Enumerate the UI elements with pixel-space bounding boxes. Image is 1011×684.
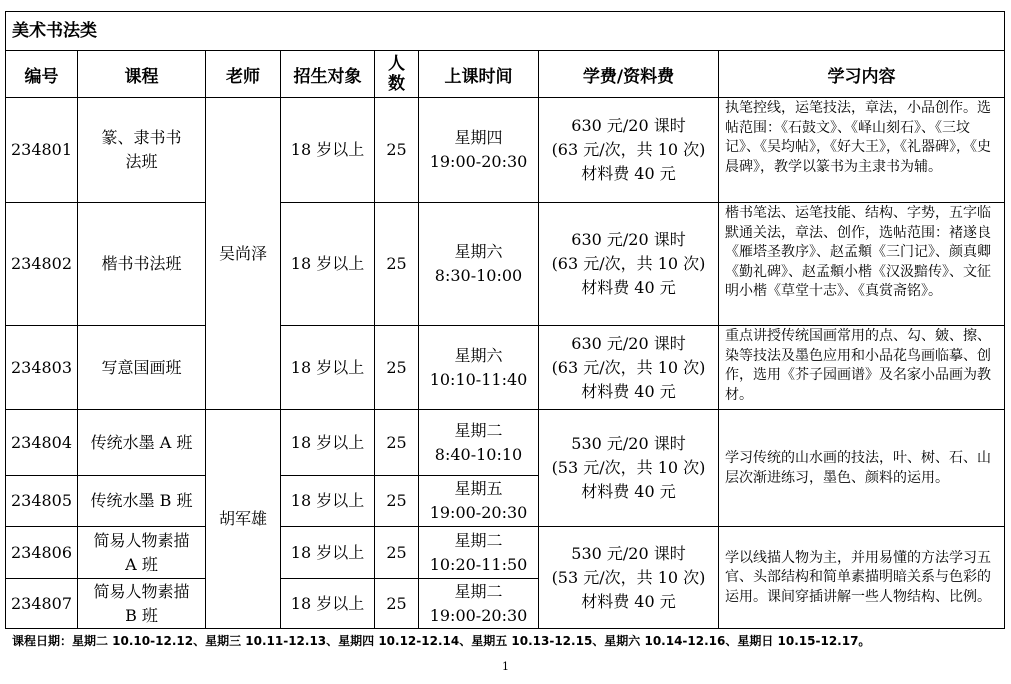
enrollment-count: 25 — [375, 527, 419, 579]
target-group: 18 岁以上 — [281, 410, 375, 476]
enrollment-count: 25 — [375, 203, 419, 326]
teacher-name: 胡军雄 — [206, 410, 281, 629]
tuition: 530 元/20 课时 — [571, 543, 686, 563]
class-hours: 10:10-11:40 — [429, 369, 528, 389]
target-group: 18 岁以上 — [281, 203, 375, 326]
class-time — [419, 579, 539, 629]
material-fee: 材料费 40 元 — [581, 278, 676, 297]
class-hours: 8:40-10:10 — [434, 444, 523, 464]
class-day: 星期五 — [454, 479, 503, 498]
class-day: 星期二 — [454, 581, 503, 601]
header-count: 人数 — [375, 51, 419, 98]
tuition: 630 元/20 课时 — [571, 230, 686, 249]
enrollment-count: 25 — [375, 579, 419, 629]
per-session: (63 元/次，共 10 次) — [551, 254, 706, 273]
material-fee: 材料费 40 元 — [581, 591, 676, 611]
course-id: 234802 — [6, 203, 78, 326]
class-time — [419, 326, 539, 410]
class-time — [419, 410, 539, 476]
course-content: 楷书笔法、运笔技能、结构、字势，五字临默通关法，章法、创作，选帖范围：褚遂良《雁塔圣教序》、赵孟頫《三门记》、颜真卿《勤礼碑》、赵孟頫小楷《汉汲黯传》、文征明小楷《草堂十志》、《真赏斋铭》。 — [719, 203, 1005, 326]
page-number: 1 — [502, 660, 509, 673]
header-time: 上课时间 — [419, 51, 539, 98]
teacher-name: 吴尚泽 — [206, 98, 281, 410]
class-time — [419, 203, 539, 326]
header-fee: 学费/资料费 — [539, 51, 719, 98]
class-hours: 10:20-11:50 — [429, 554, 528, 574]
course-content: 执笔控线，运笔技法，章法，小品创作。选帖范围：《石鼓文》、《峄山刻石》、《三坟记》、《吴均帖》，《好大王》，《礼器碑》，《史晨碑》，教学以篆书为主隶书为辅。 — [719, 98, 1005, 203]
class-hours: 19:00-20:30 — [429, 605, 528, 625]
class-day: 星期二 — [454, 530, 503, 550]
target-group: 18 岁以上 — [281, 527, 375, 579]
table-row — [6, 326, 1005, 410]
target-group: 18 岁以上 — [281, 579, 375, 629]
course-id: 234806 — [6, 527, 78, 579]
class-time — [419, 476, 539, 527]
class-hours: 19:00-20:30 — [429, 503, 528, 522]
class-hours: 19:00-20:30 — [429, 152, 528, 171]
material-fee: 材料费 40 元 — [581, 164, 676, 183]
class-day: 星期六 — [454, 242, 503, 261]
table-row — [6, 410, 1005, 476]
tuition: 630 元/20 课时 — [571, 333, 686, 353]
per-session: (53 元/次，共 10 次) — [551, 458, 706, 477]
course-name: 简易人物素描 A 班 — [78, 527, 206, 579]
table-row — [6, 98, 1005, 203]
course-id: 234807 — [6, 579, 78, 629]
class-hours: 8:30-10:00 — [434, 266, 523, 285]
table-row — [6, 203, 1005, 326]
fee-cell — [539, 527, 719, 629]
header-content: 学习内容 — [719, 51, 1005, 98]
fee-cell — [539, 410, 719, 527]
class-time — [419, 98, 539, 203]
class-day: 星期六 — [454, 345, 503, 365]
header-course: 课程 — [78, 51, 206, 98]
course-name: 传统水墨 A 班 — [78, 410, 206, 476]
course-id: 234801 — [6, 98, 78, 203]
course-name: 写意国画班 — [78, 326, 206, 410]
class-time — [419, 527, 539, 579]
tuition: 530 元/20 课时 — [571, 434, 686, 453]
course-content: 学以线描人物为主，并用易懂的方法学习五官、头部结构和简单素描明暗关系与色彩的运用。课间穿插讲解一些人物结构、比例。 — [719, 527, 1005, 629]
course-table — [5, 11, 1005, 629]
course-name: 传统水墨 B 班 — [78, 476, 206, 527]
tuition: 630 元/20 课时 — [571, 116, 686, 135]
header-target: 招生对象 — [281, 51, 375, 98]
fee-cell — [539, 203, 719, 326]
header-teacher: 老师 — [206, 51, 281, 98]
per-session: (53 元/次，共 10 次) — [551, 567, 706, 587]
course-name: 篆、隶书书法班 — [78, 98, 206, 203]
class-day: 星期四 — [454, 128, 503, 147]
fee-cell — [539, 98, 719, 203]
enrollment-count: 25 — [375, 98, 419, 203]
per-session: (63 元/次，共 10 次) — [551, 140, 706, 159]
material-fee: 材料费 40 元 — [581, 482, 676, 501]
target-group: 18 岁以上 — [281, 98, 375, 203]
course-id: 234803 — [6, 326, 78, 410]
target-group: 18 岁以上 — [281, 326, 375, 410]
enrollment-count: 25 — [375, 410, 419, 476]
header-row — [6, 51, 1005, 98]
fee-cell — [539, 326, 719, 410]
table-row — [6, 527, 1005, 579]
course-name: 楷书书法班 — [78, 203, 206, 326]
per-session: (63 元/次，共 10 次) — [551, 357, 706, 377]
course-id: 234805 — [6, 476, 78, 527]
course-id: 234804 — [6, 410, 78, 476]
target-group: 18 岁以上 — [281, 476, 375, 527]
enrollment-count: 25 — [375, 476, 419, 527]
material-fee: 材料费 40 元 — [581, 381, 676, 401]
section-title: 美术书法类 — [6, 12, 1005, 51]
enrollment-count: 25 — [375, 326, 419, 410]
header-id: 编号 — [6, 51, 78, 98]
course-content: 重点讲授传统国画常用的点、勾、皴、擦、染等技法及墨色应用和小品花鸟画临摹、创作，选用《芥子园画谱》及名家小品画为教材。 — [719, 326, 1005, 410]
class-day: 星期二 — [454, 420, 503, 440]
course-dates-note: 课程日期：星期二 10.10-12.12、星期三 10.11-12.13、星期四 10.12-12.14、星期五 10.13-12.15、星期六 10.14-12.16、星期日 10.15-12.17。 — [12, 634, 871, 648]
course-content: 学习传统的山水画的技法，叶、树、石、山层次渐进练习，墨色、颜料的运用。 — [719, 410, 1005, 527]
course-name: 简易人物素描 B 班 — [78, 579, 206, 629]
